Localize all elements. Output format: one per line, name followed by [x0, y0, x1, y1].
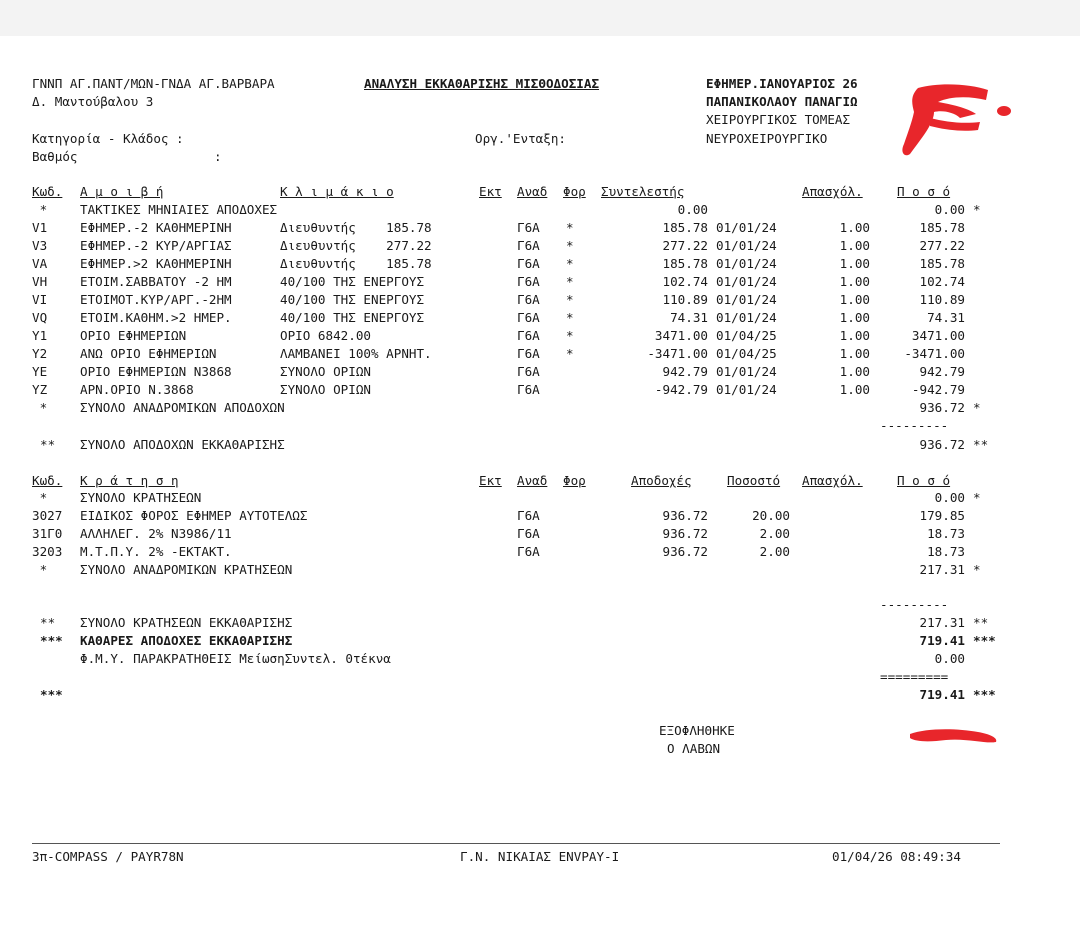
row-description: ΟΡΙΟ ΕΦΗΜΕΡΙΩΝ [80, 328, 187, 343]
row-code: V1 [32, 220, 48, 235]
col-ekt: Εκτ [479, 184, 502, 199]
row-employment: 1.00 [839, 274, 870, 289]
col-ekt: Εκτ [479, 473, 502, 488]
row-flag: * [973, 202, 981, 217]
row-anad: Γ6Α [517, 220, 540, 235]
row-date: 01/01/24 [716, 220, 777, 235]
row-code: * [32, 202, 48, 217]
withheld-tax-label: Φ.Μ.Υ. ΠΑΡΑΚΡΑΤΗΘΕΙΣ ΜείωσηΣυντελ. 0τέκνα [80, 651, 391, 666]
row-description: ΕΤΟΙΜΟΤ.ΚΥΡ/ΑΡΓ.-2ΗΜ [80, 292, 232, 307]
row-description: ΤΑΚΤΙΚΕΣ ΜΗΝΙΑΙΕΣ ΑΠΟΔΟΧΕΣ [80, 202, 278, 217]
row-amount: 0.00 [934, 490, 965, 505]
row-scale: 40/100 ΤΗΣ ΕΝΕΡΓΟΥΣ [280, 310, 425, 325]
row-description: ΕΦΗΜΕΡ.-2 ΚΑΘΗΜΕΡΙΝΗ [80, 220, 232, 235]
footer-hospital: Γ.Ν. ΝΙΚΑΙΑΣ ENVPAY-I [460, 849, 620, 864]
row-amount: 18.73 [927, 544, 965, 559]
col-percent: Ποσοστό [727, 473, 781, 488]
col-code: Κωδ. [32, 473, 63, 488]
row-employment: 1.00 [839, 238, 870, 253]
row-coefficient: -3471.00 [647, 346, 708, 361]
final-marker: *** [40, 687, 63, 702]
row-for: * [566, 274, 574, 289]
col-deduction: Κ ρ ά τ η σ η [80, 473, 179, 488]
row-code: VI [32, 292, 48, 307]
row-anad: Γ6Α [517, 238, 540, 253]
col-coefficient: Συντελεστής [601, 184, 685, 199]
row-anad: Γ6Α [517, 274, 540, 289]
row-date: 01/01/24 [716, 364, 777, 379]
footer-rule [32, 843, 1000, 844]
row-coefficient: 3471.00 [654, 328, 708, 343]
col-employment: Απασχόλ. [802, 473, 863, 488]
row-code: 3027 [32, 508, 63, 523]
document-title: ΑΝΑΛΥΣΗ ΕΚΚΑΘΑΡΙΣΗΣ ΜΙΣΘΟΔΟΣΙΑΣ [364, 76, 600, 91]
row-amount: 18.73 [927, 526, 965, 541]
paid-label: ΕΞΟΦΛΗΘΗΚΕ [659, 723, 735, 738]
row-amount: -942.79 [911, 382, 965, 397]
row-for: * [566, 220, 574, 235]
row-description: ΣΥΝΟΛΟ ΑΝΑΔΡΟΜΙΚΩΝ ΑΠΟΔΟΧΩΝ [80, 400, 285, 415]
row-description: ΕΦΗΜΕΡ.>2 ΚΑΘΗΜΕΡΙΝΗ [80, 256, 232, 271]
row-flag: * [973, 562, 981, 577]
row-date: 01/01/24 [716, 292, 777, 307]
row-anad: Γ6Α [517, 382, 540, 397]
row-scale: ΛΑΜΒΑΝΕΙ 100% ΑΡΝΗΤ. [280, 346, 432, 361]
row-anad: Γ6Α [517, 364, 540, 379]
row-anad: Γ6Α [517, 328, 540, 343]
row-for: * [566, 310, 574, 325]
row-anad: Γ6Α [517, 346, 540, 361]
row-code: V3 [32, 238, 48, 253]
row-code: 31Γ0 [32, 526, 63, 541]
row-code: YZ [32, 382, 48, 397]
org-address: Δ. Μαντούβαλου 3 [32, 94, 154, 109]
row-amount: -3471.00 [904, 346, 965, 361]
row-earnings: 936.72 [662, 508, 708, 523]
col-earning: Α μ ο ι β ή [80, 184, 164, 199]
row-coefficient: 0.00 [677, 202, 708, 217]
row-date: 01/01/24 [716, 274, 777, 289]
row-anad: Γ6Α [517, 310, 540, 325]
row-percent: 20.00 [752, 508, 790, 523]
row-scale: Διευθυντής 185.78 [280, 220, 432, 235]
row-employment: 1.00 [839, 220, 870, 235]
row-coefficient: 277.22 [662, 238, 708, 253]
org-placement-label: Οργ.'Ενταξη: [475, 131, 566, 146]
row-for: * [566, 292, 574, 307]
col-for: Φορ [563, 184, 586, 199]
row-coefficient: 74.31 [670, 310, 708, 325]
earnings-total-amount: 936.72 [919, 437, 965, 452]
col-earnings: Αποδοχές [631, 473, 692, 488]
row-code: * [32, 562, 48, 577]
final-flag: *** [973, 687, 996, 702]
row-description: ΣΥΝΟΛΟ ΚΡΑΤΗΣΕΩΝ [80, 490, 202, 505]
col-anad: Αναδ [517, 184, 548, 199]
deductions-total-marker: ** [40, 615, 56, 630]
col-amount: Π ο σ ό [897, 184, 951, 199]
col-employment: Απασχόλ. [802, 184, 863, 199]
row-flag: * [973, 490, 981, 505]
row-date: 01/04/25 [716, 328, 777, 343]
deductions-total-amount: 217.31 [919, 615, 965, 630]
row-date: 01/01/24 [716, 256, 777, 271]
row-coefficient: 110.89 [662, 292, 708, 307]
row-description: Μ.Τ.Π.Υ. 2% -ΕΚΤΑΚΤ. [80, 544, 232, 559]
row-anad: Γ6Α [517, 256, 540, 271]
row-code: Y2 [32, 346, 48, 361]
deductions-total-label: ΣΥΝΟΛΟ ΚΡΑΤΗΣΕΩΝ ΕΚΚΑΘΑΡΙΣΗΣ [80, 615, 293, 630]
row-amount: 185.78 [919, 256, 965, 271]
row-coefficient: 102.74 [662, 274, 708, 289]
row-anad: Γ6Α [517, 526, 540, 541]
row-amount: 936.72 [919, 400, 965, 415]
row-scale: ΟΡΙΟ 6842.00 [280, 328, 371, 343]
row-date: 01/04/25 [716, 346, 777, 361]
row-amount: 0.00 [934, 202, 965, 217]
row-percent: 2.00 [759, 544, 790, 559]
row-anad: Γ6Α [517, 292, 540, 307]
row-amount: 110.89 [919, 292, 965, 307]
earnings-separator: --------- [880, 418, 949, 433]
row-scale: Διευθυντής 185.78 [280, 256, 432, 271]
row-amount: 185.78 [919, 220, 965, 235]
top-band [0, 0, 1080, 36]
row-description: ΑΛΛΗΛΕΓ. 2% Ν3986/11 [80, 526, 232, 541]
row-for: * [566, 256, 574, 271]
row-description: ΑΡΝ.ΟΡΙΟ Ν.3868 [80, 382, 194, 397]
row-code: VH [32, 274, 48, 289]
employee-name: ΠΑΠΑΝΙΚΟΛΑΟΥ ΠΑΝΑΓΙΩ [706, 94, 858, 109]
row-date: 01/01/24 [716, 310, 777, 325]
deductions-total-flag: ** [973, 615, 989, 630]
col-amount: Π ο σ ό [897, 473, 951, 488]
row-amount: 102.74 [919, 274, 965, 289]
row-code: 3203 [32, 544, 63, 559]
department: ΝΕΥΡΟΧΕΙΡΟΥΡΓΙΚΟ [706, 131, 828, 146]
row-scale: 40/100 ΤΗΣ ΕΝΕΡΓΟΥΣ [280, 274, 425, 289]
withheld-tax-amount: 0.00 [934, 651, 965, 666]
col-anad: Αναδ [517, 473, 548, 488]
row-description: ΣΥΝΟΛΟ ΑΝΑΔΡΟΜΙΚΩΝ ΚΡΑΤΗΣΕΩΝ [80, 562, 293, 577]
row-amount: 3471.00 [911, 328, 965, 343]
row-description: ΕΤΟΙΜ.ΚΑΘΗΜ.>2 ΗΜΕΡ. [80, 310, 232, 325]
row-description: ΟΡΙΟ ΕΦΗΜΕΡΙΩΝ Ν3868 [80, 364, 232, 379]
row-coefficient: 942.79 [662, 364, 708, 379]
row-employment: 1.00 [839, 256, 870, 271]
row-scale: Διευθυντής 277.22 [280, 238, 432, 253]
row-code: * [32, 400, 48, 415]
row-for: * [566, 346, 574, 361]
row-amount: 942.79 [919, 364, 965, 379]
payroll-period: ΕΦΗΜΕΡ.ΙΑΝΟΥΑΡΙΟΣ 26 [706, 76, 858, 91]
row-percent: 2.00 [759, 526, 790, 541]
row-code: VA [32, 256, 48, 271]
row-anad: Γ6Α [517, 508, 540, 523]
redaction-scribble-name [890, 78, 1020, 164]
row-for: * [566, 328, 574, 343]
row-description: ΕΙΔΙΚΟΣ ΦΟΡΟΣ ΕΦΗΜΕΡ ΑΥΤΟΤΕΛΩΣ [80, 508, 308, 523]
footer-timestamp: 01/04/26 08:49:34 [832, 849, 961, 864]
row-earnings: 936.72 [662, 526, 708, 541]
row-description: ΕΤΟΙΜ.ΣΑΒΒΑΤΟΥ -2 ΗΜ [80, 274, 232, 289]
row-employment: 1.00 [839, 382, 870, 397]
row-date: 01/01/24 [716, 382, 777, 397]
row-amount: 179.85 [919, 508, 965, 523]
net-marker: *** [40, 633, 63, 648]
net-pay-flag: *** [973, 633, 996, 648]
row-earnings: 936.72 [662, 544, 708, 559]
earnings-total-label: ΣΥΝΟΛΟ ΑΠΟΔΟΧΩΝ ΕΚΚΑΘΑΡΙΣΗΣ [80, 437, 285, 452]
earnings-total-marker: ** [40, 437, 56, 452]
row-employment: 1.00 [839, 292, 870, 307]
row-employment: 1.00 [839, 364, 870, 379]
row-scale: ΣΥΝΟΛΟ ΟΡΙΩΝ [280, 382, 371, 397]
row-scale: ΣΥΝΟΛΟ ΟΡΙΩΝ [280, 364, 371, 379]
org-name: ΓΝΝΠ ΑΓ.ΠΑΝΤ/ΜΩΝ-ΓΝΔΑ ΑΓ.ΒΑΡΒΑΡΑ [32, 76, 275, 91]
row-date: 01/01/24 [716, 238, 777, 253]
grade-colon: : [214, 149, 222, 164]
row-for: * [566, 238, 574, 253]
row-flag: * [973, 400, 981, 415]
redaction-scribble-signature [906, 724, 1002, 750]
footer-system: 3π-COMPASS / PAYR78N [32, 849, 184, 864]
col-for: Φορ [563, 473, 586, 488]
sector: ΧΕΙΡΟΥΡΓΙΚΟΣ ΤΟΜΕΑΣ [706, 112, 851, 127]
row-amount: 277.22 [919, 238, 965, 253]
earnings-total-flag: ** [973, 437, 989, 452]
category-label: Κατηγορία - Κλάδος : [32, 131, 184, 146]
grade-label: Βαθμός [32, 149, 78, 164]
col-code: Κωδ. [32, 184, 63, 199]
net-pay-amount: 719.41 [919, 633, 965, 648]
row-anad: Γ6Α [517, 544, 540, 559]
row-coefficient: -942.79 [654, 382, 708, 397]
row-employment: 1.00 [839, 310, 870, 325]
row-coefficient: 185.78 [662, 220, 708, 235]
row-description: ΕΦΗΜΕΡ.-2 ΚΥΡ/ΑΡΓΙΑΣ [80, 238, 232, 253]
row-code: Y1 [32, 328, 48, 343]
final-amount: 719.41 [919, 687, 965, 702]
row-code: VQ [32, 310, 48, 325]
row-amount: 217.31 [919, 562, 965, 577]
row-description: ΑΝΩ ΟΡΙΟ ΕΦΗΜΕΡΙΩΝ [80, 346, 217, 361]
totals-separator: --------- [880, 597, 949, 612]
row-code: YE [32, 364, 48, 379]
row-amount: 74.31 [927, 310, 965, 325]
net-pay-label: ΚΑΘΑΡΕΣ ΑΠΟΔΟΧΕΣ ΕΚΚΑΘΑΡΙΣΗΣ [80, 633, 293, 648]
row-employment: 1.00 [839, 346, 870, 361]
row-coefficient: 185.78 [662, 256, 708, 271]
row-employment: 1.00 [839, 328, 870, 343]
double-separator: ========= [880, 669, 949, 684]
row-code: * [32, 490, 48, 505]
row-scale: 40/100 ΤΗΣ ΕΝΕΡΓΟΥΣ [280, 292, 425, 307]
col-scale: Κ λ ι μ ά κ ι ο [280, 184, 394, 199]
recipient-label: Ο ΛΑΒΩΝ [667, 741, 721, 756]
